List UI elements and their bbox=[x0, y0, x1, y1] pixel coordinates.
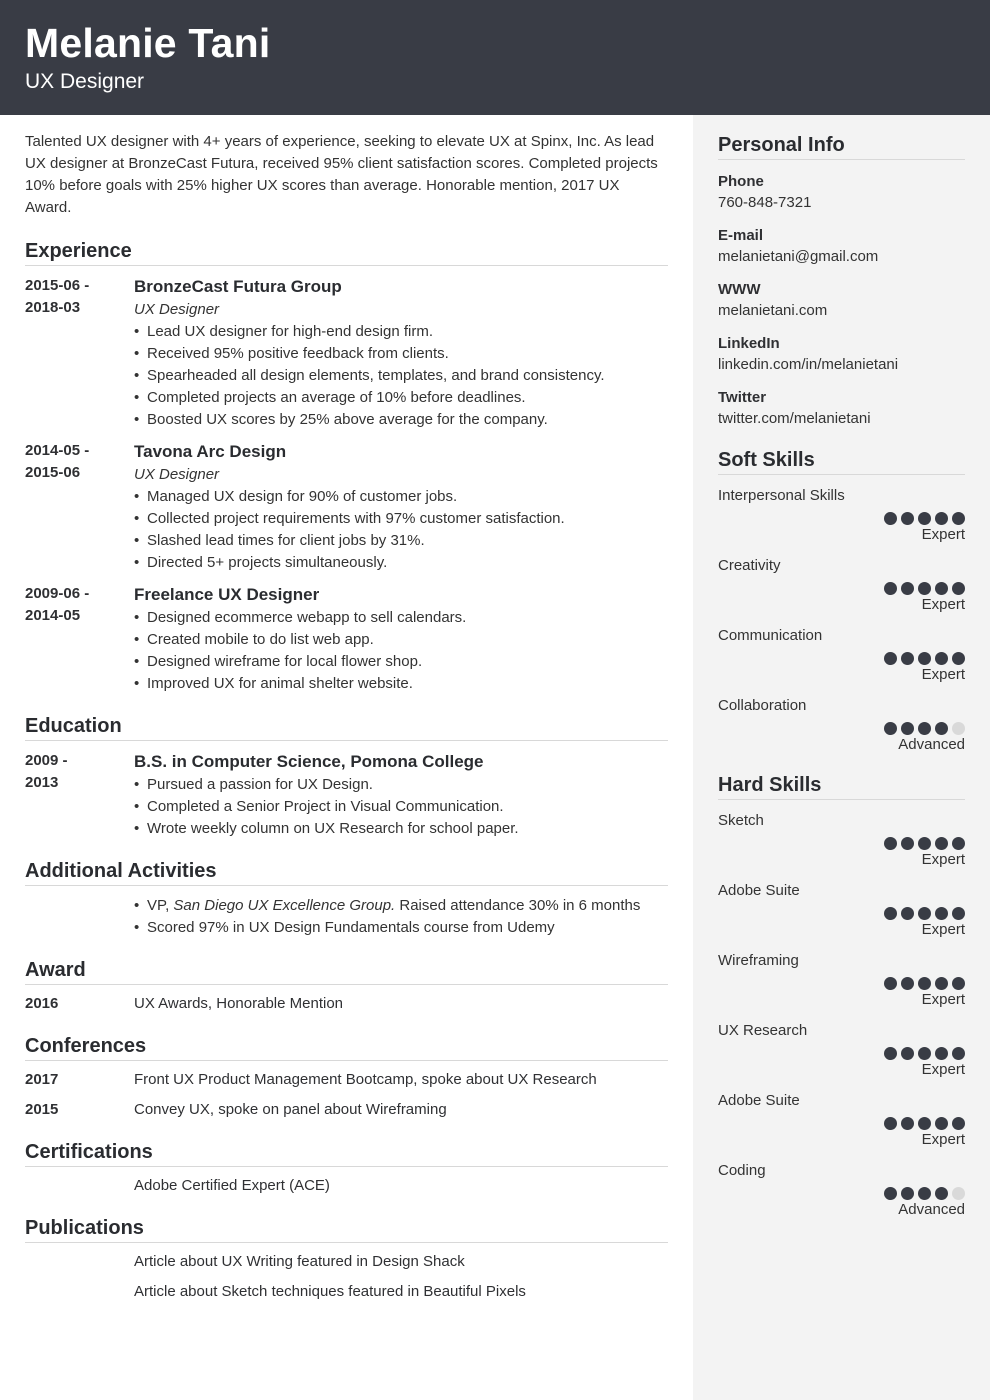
bullet-item: • Boosted UX scores by 25% above average for the company. bbox=[134, 409, 668, 431]
skill-name: Adobe Suite bbox=[718, 882, 800, 899]
filled-dot-icon bbox=[901, 582, 914, 595]
skill-rating bbox=[718, 977, 965, 990]
publication-row bbox=[25, 1281, 668, 1303]
bullet-item: • Lead UX designer for high-end design firm. bbox=[134, 321, 668, 343]
skill-name: Communication bbox=[718, 627, 823, 644]
skill-level: Expert bbox=[921, 1061, 965, 1078]
activity-organization: San Diego UX Excellence Group. bbox=[173, 897, 396, 914]
skill-rating bbox=[718, 907, 965, 920]
row-text: Convey UX, spoke on panel about Wireframing bbox=[134, 1101, 447, 1118]
entry-organization: BronzeCast Futura Group bbox=[134, 277, 342, 296]
filled-dot-icon bbox=[952, 977, 965, 990]
date-start: 2014-05 - bbox=[25, 442, 90, 459]
skill-level: Expert bbox=[921, 921, 965, 938]
skill-item bbox=[718, 950, 965, 1010]
filled-dot-icon bbox=[918, 1187, 931, 1200]
info-value-e-mail: melanietani@gmail.com bbox=[718, 248, 879, 265]
bullet-list bbox=[134, 774, 668, 840]
filled-dot-icon bbox=[884, 1047, 897, 1060]
personal-info-section bbox=[718, 132, 965, 430]
section-title: Experience bbox=[25, 238, 668, 266]
entry-body bbox=[134, 275, 668, 431]
activities-section bbox=[25, 858, 668, 939]
skill-rating bbox=[718, 837, 965, 850]
bullet-item: • Slashed lead times for client jobs by 31%. bbox=[134, 530, 668, 552]
filled-dot-icon bbox=[901, 1187, 914, 1200]
row-text: Article about UX Writing featured in Design Shack bbox=[134, 1253, 465, 1270]
filled-dot-icon bbox=[884, 652, 897, 665]
skill-item bbox=[718, 695, 965, 755]
conference-row bbox=[25, 1069, 668, 1091]
hard-skills-section bbox=[718, 772, 965, 1220]
skill-rating bbox=[718, 512, 965, 525]
info-value-linkedin: linkedin.com/in/melanietani bbox=[718, 356, 899, 373]
publications-section bbox=[25, 1215, 668, 1303]
filled-dot-icon bbox=[918, 977, 931, 990]
entry-date bbox=[25, 275, 134, 431]
row-date: 2017 bbox=[25, 1071, 59, 1088]
entry-date bbox=[25, 583, 134, 695]
skill-item bbox=[718, 625, 965, 685]
filled-dot-icon bbox=[935, 837, 948, 850]
bullet-item: • Spearheaded all design elements, templates, and brand consistency. bbox=[134, 365, 668, 387]
award-row bbox=[25, 993, 668, 1015]
skill-rating bbox=[718, 1047, 965, 1060]
candidate-name: Melanie Tani bbox=[25, 20, 271, 66]
filled-dot-icon bbox=[935, 722, 948, 735]
filled-dot-icon bbox=[884, 977, 897, 990]
empty-dot-icon bbox=[952, 1187, 965, 1200]
filled-dot-icon bbox=[952, 837, 965, 850]
info-label: E-mail bbox=[718, 227, 764, 244]
skill-item bbox=[718, 485, 965, 545]
row-date bbox=[25, 1175, 134, 1197]
entry-date bbox=[25, 750, 134, 840]
skill-level: Expert bbox=[921, 666, 965, 683]
publication-row bbox=[25, 1251, 668, 1273]
filled-dot-icon bbox=[918, 1047, 931, 1060]
skill-name: UX Research bbox=[718, 1022, 808, 1039]
date-end: 2015-06 bbox=[25, 464, 81, 481]
filled-dot-icon bbox=[918, 722, 931, 735]
bullet-item: • Designed ecommerce webapp to sell calendars. bbox=[134, 607, 668, 629]
info-value-www: melanietani.com bbox=[718, 302, 828, 319]
filled-dot-icon bbox=[901, 512, 914, 525]
skill-level: Expert bbox=[921, 851, 965, 868]
filled-dot-icon bbox=[884, 907, 897, 920]
filled-dot-icon bbox=[884, 1187, 897, 1200]
entry-role: UX Designer bbox=[134, 301, 220, 318]
activity-text: Scored 97% in UX Design Fundamentals course from Udemy bbox=[147, 919, 555, 936]
skill-item bbox=[718, 1020, 965, 1080]
award-section bbox=[25, 957, 668, 1015]
bullet-item: • Managed UX design for 90% of customer jobs. bbox=[134, 486, 668, 508]
date-end: 2014-05 bbox=[25, 607, 81, 624]
skill-level: Expert bbox=[921, 1131, 965, 1148]
date-start: 2015-06 - bbox=[25, 277, 90, 294]
skill-item bbox=[718, 1160, 965, 1220]
entry-role: UX Designer bbox=[134, 466, 220, 483]
section-title: Conferences bbox=[25, 1033, 668, 1061]
bullet-list bbox=[134, 607, 668, 695]
filled-dot-icon bbox=[952, 512, 965, 525]
info-label: Twitter bbox=[718, 389, 767, 406]
certification-row bbox=[25, 1175, 668, 1197]
main-column bbox=[25, 115, 668, 1303]
bullet-list bbox=[134, 486, 668, 574]
bullet-item: • Received 95% positive feedback from clients. bbox=[134, 343, 668, 365]
filled-dot-icon bbox=[918, 837, 931, 850]
entry-organization: Tavona Arc Design bbox=[134, 442, 287, 461]
filled-dot-icon bbox=[901, 907, 914, 920]
section-title: Hard Skills bbox=[718, 772, 965, 800]
summary: Talented UX designer with 4+ years of experience, seeking to elevate UX at Spinx, Inc. As lead UX designer at BronzeCast Futura, received 95% client satisfaction scores. Completed projects 10% before goals with 25% higher UX scores than average. Honorable mention, 2017 UX Award. bbox=[25, 133, 658, 216]
filled-dot-icon bbox=[901, 1117, 914, 1130]
entry-body bbox=[134, 583, 668, 695]
skill-rating bbox=[718, 1117, 965, 1130]
filled-dot-icon bbox=[952, 907, 965, 920]
activity-text: VP, bbox=[147, 897, 174, 914]
entry-date bbox=[25, 440, 134, 574]
skill-item bbox=[718, 810, 965, 870]
filled-dot-icon bbox=[901, 652, 914, 665]
row-date: 2015 bbox=[25, 1101, 59, 1118]
row-date bbox=[25, 1281, 134, 1303]
row-date bbox=[25, 1251, 134, 1273]
skill-name: Adobe Suite bbox=[718, 1092, 800, 1109]
filled-dot-icon bbox=[884, 1117, 897, 1130]
skill-item bbox=[718, 555, 965, 615]
row-text: Article about Sketch techniques featured in Beautiful Pixels bbox=[134, 1283, 526, 1300]
section-title: Certifications bbox=[25, 1139, 668, 1167]
skill-item bbox=[718, 1090, 965, 1150]
filled-dot-icon bbox=[884, 582, 897, 595]
filled-dot-icon bbox=[884, 512, 897, 525]
filled-dot-icon bbox=[918, 1117, 931, 1130]
skill-level: Advanced bbox=[898, 736, 965, 753]
entry bbox=[25, 440, 668, 574]
bullet-item: • Wrote weekly column on UX Research for school paper. bbox=[134, 818, 668, 840]
bullet-item: • Improved UX for animal shelter website. bbox=[134, 673, 668, 695]
entry bbox=[25, 583, 668, 695]
filled-dot-icon bbox=[918, 652, 931, 665]
bullet-item: • Completed projects an average of 10% before deadlines. bbox=[134, 387, 668, 409]
bullet-item: • Completed a Senior Project in Visual Communication. bbox=[134, 796, 668, 818]
bullet-item: • Collected project requirements with 97% customer satisfaction. bbox=[134, 508, 668, 530]
info-label: LinkedIn bbox=[718, 335, 780, 352]
entry-body bbox=[134, 750, 668, 840]
filled-dot-icon bbox=[935, 1117, 948, 1130]
section-title: Education bbox=[25, 713, 668, 741]
skill-rating bbox=[718, 1187, 965, 1200]
skill-item bbox=[718, 880, 965, 940]
filled-dot-icon bbox=[884, 837, 897, 850]
filled-dot-icon bbox=[901, 977, 914, 990]
bullet-item: • Designed wireframe for local flower shop. bbox=[134, 651, 668, 673]
skill-level: Expert bbox=[921, 596, 965, 613]
education-section bbox=[25, 713, 668, 840]
filled-dot-icon bbox=[935, 907, 948, 920]
activity-text: Raised attendance 30% in 6 months bbox=[395, 897, 641, 914]
activity-item bbox=[134, 917, 668, 939]
filled-dot-icon bbox=[901, 1047, 914, 1060]
filled-dot-icon bbox=[918, 582, 931, 595]
date-end: 2018-03 bbox=[25, 299, 81, 316]
entry bbox=[25, 275, 668, 431]
skill-level: Expert bbox=[921, 526, 965, 543]
row-date: 2016 bbox=[25, 995, 59, 1012]
filled-dot-icon bbox=[952, 1117, 965, 1130]
skill-name: Coding bbox=[718, 1162, 766, 1179]
filled-dot-icon bbox=[952, 652, 965, 665]
skill-name: Wireframing bbox=[718, 952, 799, 969]
info-label: Phone bbox=[718, 173, 764, 190]
entry bbox=[25, 750, 668, 840]
section-title: Additional Activities bbox=[25, 858, 668, 886]
date-end: 2013 bbox=[25, 774, 59, 791]
filled-dot-icon bbox=[935, 652, 948, 665]
filled-dot-icon bbox=[935, 977, 948, 990]
row-text: Front UX Product Management Bootcamp, spoke about UX Research bbox=[134, 1071, 597, 1088]
filled-dot-icon bbox=[935, 582, 948, 595]
empty-dot-icon bbox=[952, 722, 965, 735]
experience-section bbox=[25, 238, 668, 695]
info-value-phone: 760-848-7321 bbox=[718, 194, 812, 211]
filled-dot-icon bbox=[918, 512, 931, 525]
skill-name: Interpersonal Skills bbox=[718, 487, 845, 504]
bullet-item: • Created mobile to do list web app. bbox=[134, 629, 668, 651]
candidate-title: UX Designer bbox=[25, 70, 145, 93]
soft-skills-section bbox=[718, 447, 965, 755]
skill-level: Advanced bbox=[898, 1201, 965, 1218]
section-title: Publications bbox=[25, 1215, 668, 1243]
skill-rating bbox=[718, 722, 965, 735]
sidebar bbox=[693, 115, 990, 1400]
bullet-item: • Directed 5+ projects simultaneously. bbox=[134, 552, 668, 574]
skill-level: Expert bbox=[921, 991, 965, 1008]
section-title: Award bbox=[25, 957, 668, 985]
section-title: Soft Skills bbox=[718, 447, 965, 475]
row-text: Adobe Certified Expert (ACE) bbox=[134, 1177, 330, 1194]
bullet-list bbox=[134, 321, 668, 431]
skill-rating bbox=[718, 582, 965, 595]
conferences-section bbox=[25, 1033, 668, 1121]
filled-dot-icon bbox=[918, 907, 931, 920]
filled-dot-icon bbox=[935, 1047, 948, 1060]
filled-dot-icon bbox=[935, 1187, 948, 1200]
activity-item bbox=[134, 895, 668, 917]
entry-organization: Freelance UX Designer bbox=[134, 585, 320, 604]
filled-dot-icon bbox=[952, 582, 965, 595]
certifications-section bbox=[25, 1139, 668, 1197]
bullet-item: • Pursued a passion for UX Design. bbox=[134, 774, 668, 796]
row-text: UX Awards, Honorable Mention bbox=[134, 995, 344, 1012]
filled-dot-icon bbox=[935, 512, 948, 525]
skill-name: Creativity bbox=[718, 557, 781, 574]
info-value-twitter: twitter.com/melanietani bbox=[718, 410, 871, 427]
skill-name: Sketch bbox=[718, 812, 764, 829]
section-title: Personal Info bbox=[718, 132, 965, 160]
skill-rating bbox=[718, 652, 965, 665]
filled-dot-icon bbox=[901, 722, 914, 735]
resume-header bbox=[0, 0, 990, 115]
date-start: 2009 - bbox=[25, 752, 68, 769]
entry-body bbox=[134, 440, 668, 574]
conference-row bbox=[25, 1099, 668, 1121]
entry-organization: B.S. in Computer Science, Pomona College bbox=[134, 752, 484, 771]
date-start: 2009-06 - bbox=[25, 585, 90, 602]
skill-name: Collaboration bbox=[718, 697, 807, 714]
info-label: WWW bbox=[718, 281, 761, 298]
filled-dot-icon bbox=[952, 1047, 965, 1060]
filled-dot-icon bbox=[884, 722, 897, 735]
filled-dot-icon bbox=[901, 837, 914, 850]
